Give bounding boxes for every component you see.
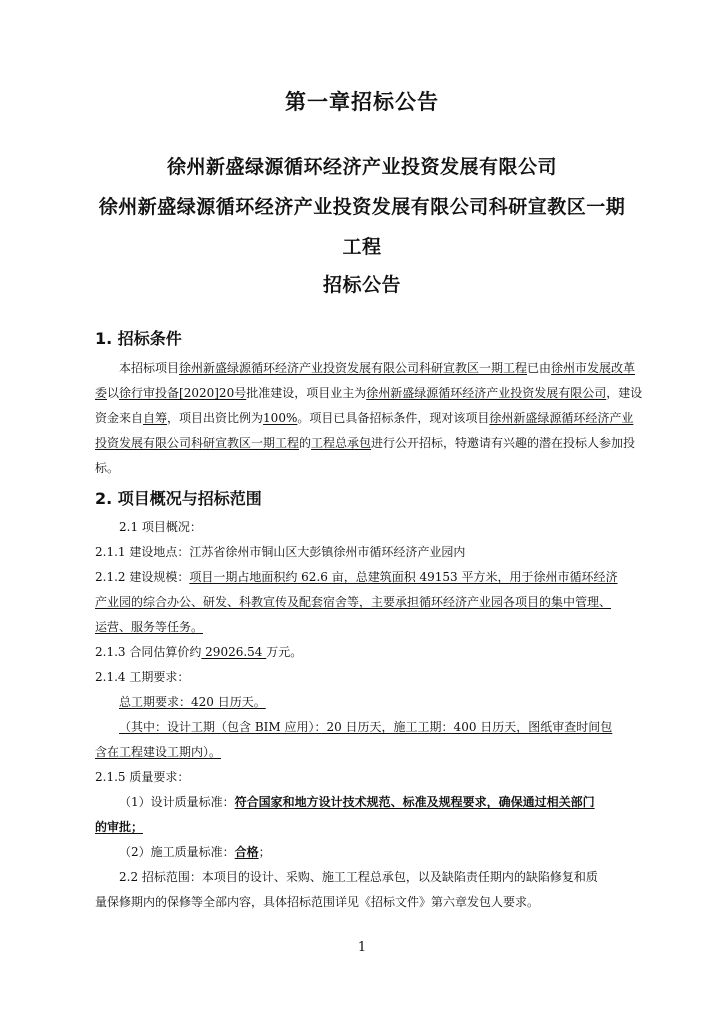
approval-document: 徐行审投备[2020]20号	[119, 386, 247, 400]
construction-quality-standard: 合格	[234, 845, 259, 859]
funding-ratio: 100%	[263, 411, 298, 425]
construction-scale-line1: 项目一期占地面积约 62.6 亩，总建筑面积 49153 平方米，用于徐州市循环经济	[189, 570, 618, 584]
section1-heading: 1. 招标条件	[95, 329, 182, 348]
design-quality-standard: 符合国家和地方设计技术规范、标准及规程要求，确保通过相关部门	[234, 795, 595, 809]
construction-location: 江苏省徐州市铜山区大彭镇徐州市循环经济产业园内	[189, 545, 466, 559]
project-owner: 徐州新盛绿源循环经济产业投资发展有限公司	[366, 386, 607, 400]
section2-heading: 2. 项目概况与招标范围	[95, 489, 262, 508]
construction-scale-line2: 产业园的综合办公、研发、科教宣传及配套宿舍等，主要承担循环经济产业园各项目的集中管理、	[95, 595, 612, 609]
item-2-1-5: 2.1.5 质量要求：	[95, 770, 190, 784]
text-ratio: ，项目出资比例为	[167, 411, 264, 425]
construction-scale-line3: 运营、服务等任务。	[95, 620, 204, 634]
project-title-line2: 工程	[342, 236, 382, 258]
text-approved: 批准建设，项目业主为	[246, 386, 367, 400]
project-name: 徐州新盛绿源循环经济产业投资发展有限公司科研宣教区一期工程	[179, 361, 528, 375]
item-2-1-2: 2.1.2 建设规模：项目一期占地面积约 62.6 亩，总建筑面积 49153 平方米，用于徐州市循环经济	[95, 570, 618, 584]
design-quality: （1）设计质量标准：符合国家和地方设计技术规范、标准及规程要求，确保通过相关部门	[119, 795, 595, 809]
duration-detail-line1: （其中：设计工期（包含 BIM 应用）：20 日历天，施工工期：400 日历天，图纸审查时间包	[119, 720, 613, 734]
contract-estimate: 29026.54	[201, 645, 267, 659]
item-2-1-1: 2.1.1 建设地点：江苏省徐州市铜山区大彭镇徐州市循环经济产业园内	[95, 545, 466, 559]
item-2-1-4: 2.1.4 工期要求：	[95, 670, 190, 684]
item-2-1-3: 2.1.3 合同估算价约 29026.54 万元。	[95, 645, 303, 659]
project-title-line1: 徐州新盛绿源循环经济产业投资发展有限公司科研宣教区一期	[98, 196, 626, 218]
item-2-2-line2: 量保修期内的保修等全部内容，具体招标范围详见《招标文件》第六章发包人要求。	[95, 895, 540, 909]
item-2-2-line1: 2.2 招标范围：本项目的设计、采购、施工工程总承包，以及缺陷责任期内的缺陷修复和质	[119, 870, 598, 884]
notice-title: 招标公告	[322, 274, 401, 296]
text-of: 的	[299, 436, 312, 450]
text-by: 已由	[527, 361, 552, 375]
fund-source: 自筹	[143, 411, 168, 425]
section1-paragraph	[95, 356, 643, 481]
company-title: 徐州新盛绿源循环经济产业投资发展有限公司	[166, 156, 557, 178]
duration-detail-line2: 含在工程建设工期内）。	[95, 745, 222, 759]
text-end: 进行公开招标，特邀请有兴趣的潜在投标人参加投标。	[95, 436, 636, 475]
chapter-title: 第一章招标公告	[285, 90, 439, 114]
page-number: 1	[357, 940, 367, 955]
project-name-2: 徐州新盛绿源循环经济产业投资发展有限公司科研宣教区一期工程	[95, 411, 634, 450]
text-fund: ，建设资金来自	[95, 386, 643, 425]
design-quality-standard-line2: 的审批；	[95, 820, 144, 834]
total-duration: 总工期要求：420 日历天。	[119, 695, 266, 709]
tender-scope-type: 工程总承包	[311, 436, 372, 450]
text-intro: 本招标项目	[119, 361, 180, 375]
item-2-1: 2.1 项目概况：	[119, 520, 202, 534]
text-ready: 。项目已具备招标条件，现对该项目	[297, 411, 490, 425]
construction-quality: （2）施工质量标准：合格；	[119, 845, 271, 859]
text-with: 以	[107, 386, 120, 400]
approval-authority: 徐州市发展改革委	[95, 361, 636, 400]
